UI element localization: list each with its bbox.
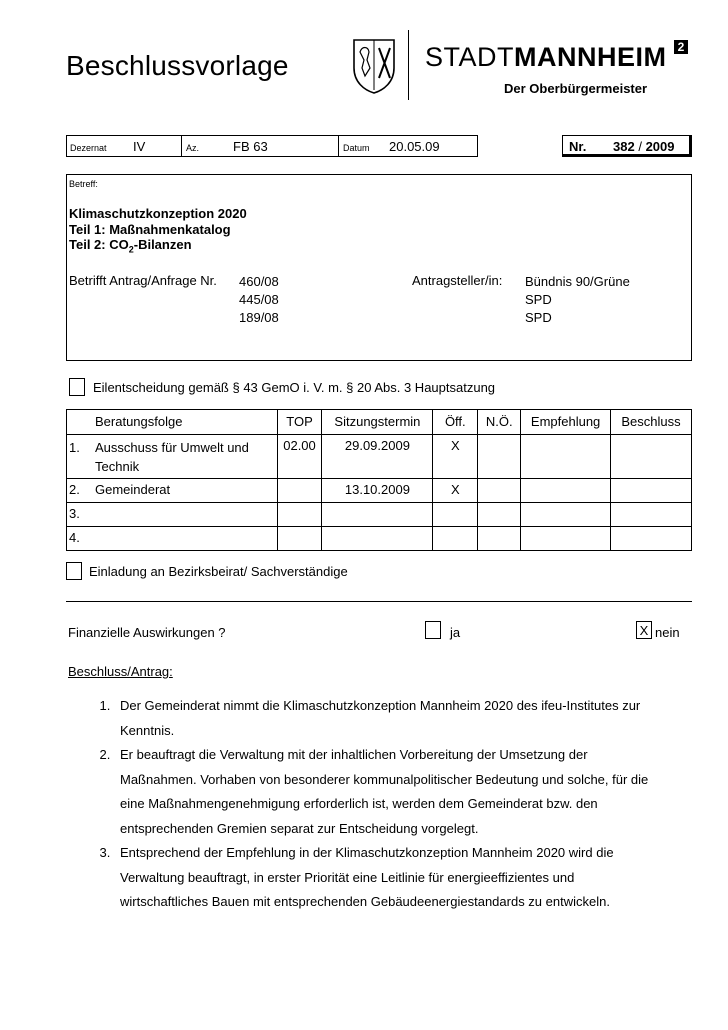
- table-row: [67, 527, 692, 551]
- row-top: 02.00: [277, 435, 322, 479]
- nr-value: 382 / 2009: [613, 139, 675, 154]
- header-sitzungstermin: Sitzungstermin: [322, 410, 433, 435]
- antragsteller: SPD: [525, 310, 552, 325]
- az-label: Az.: [186, 143, 200, 153]
- az-value: FB 63: [233, 139, 268, 154]
- city-name: STADTMANNHEIM: [425, 42, 667, 72]
- datum-label: Datum: [343, 143, 370, 153]
- list-item: 3. Entsprechend der Empfehlung in der Klimaschutzkonzeption Mannheim 2020 wird die Verwaltung beauftragt, in erster Priorität eine Leitlinie für energieeffizientes und wirtschaftliches Bauen mit entsprechenden Gebäudeenergiestandards zu entwickeln.: [114, 841, 666, 915]
- datum-value: 20.05.09: [389, 139, 440, 154]
- az-cell: [181, 135, 339, 157]
- row-name: 3.: [67, 503, 278, 527]
- eilentscheidung-label: Eilentscheidung gemäß § 43 GemO i. V. m. § 20 Abs. 3 Hauptsatzung: [93, 380, 496, 395]
- antrag-numbers: [239, 273, 279, 327]
- datum-cell: [338, 135, 478, 157]
- row-termin: 29.09.2009: [322, 435, 433, 479]
- page-title: Beschlussvorlage: [66, 50, 289, 81]
- antragsteller-label: Antragsteller/in:: [412, 273, 503, 288]
- mayor-label: Der Oberbürgermeister: [504, 81, 648, 96]
- header-beschluss: Beschluss: [611, 410, 692, 435]
- header-empfehlung: Empfehlung: [521, 410, 611, 435]
- eilentscheidung-checkbox[interactable]: [69, 378, 85, 396]
- betreff-line-3: Teil 2: $CO_2$-Bilanzen: [69, 237, 192, 255]
- nr-cell: [562, 135, 692, 157]
- row-termin: 13.10.2009: [322, 479, 433, 503]
- antrag-nr: 445/08: [239, 292, 279, 307]
- city-badge: 2: [674, 40, 688, 54]
- beschluss-heading: Beschluss/Antrag:: [68, 664, 173, 679]
- table-row: [67, 435, 692, 479]
- row-oeff: X: [433, 435, 478, 479]
- betreff-line-2: Teil 1: Maßnahmenkatalog: [69, 221, 231, 237]
- finanz-ja-checkbox[interactable]: [425, 621, 441, 639]
- einladung-label: Einladung an Bezirksbeirat/ Sachverständige: [89, 564, 348, 579]
- antragsteller: Bündnis 90/Grüne: [525, 274, 630, 289]
- row-name: 4.: [67, 527, 278, 551]
- betreff-line-1: Klimaschutzkonzeption 2020: [69, 206, 247, 221]
- finanz-nein-label: nein: [655, 625, 680, 640]
- dezernat-cell: [66, 135, 182, 157]
- city-logo: [352, 30, 697, 102]
- row-name: 2. Gemeinderat: [67, 479, 278, 503]
- header-beratungsfolge: Beratungsfolge: [67, 410, 278, 435]
- row-name: 1. Ausschuss für Umwelt und Technik: [67, 435, 278, 479]
- meta-row: [66, 135, 692, 157]
- antrag-label: Betrifft Antrag/Anfrage Nr.: [69, 273, 217, 288]
- table-row: [67, 503, 692, 527]
- dezernat-value: IV: [133, 139, 146, 154]
- betreff-label: Betreff:: [69, 179, 98, 189]
- beschluss-list: [66, 694, 666, 915]
- antragsteller-list: [525, 273, 630, 327]
- antrag-nr: 460/08: [239, 274, 279, 289]
- divider: [66, 601, 692, 602]
- finanz-ja-label: ja: [450, 625, 461, 640]
- betreff-subject: [69, 206, 247, 258]
- nr-label: Nr.: [569, 139, 587, 154]
- list-item: 2. Er beauftragt die Verwaltung mit der inhaltlichen Vorbereitung der Umsetzung der Maßnahmen. Vorhaben von besonderer kommunalpolitischer Bedeutung und solche, für die eine Maßnahmengenehmigung erforderlich ist, werden dem Gemeinderat bzw. den entsprechenden Gremien separat zur Entscheidung vorgelegt.: [114, 743, 666, 841]
- betreff-box: [66, 174, 692, 361]
- beratungsfolge-table: [66, 409, 692, 551]
- row-top: [277, 479, 322, 503]
- header-oeff: Öff.: [433, 410, 478, 435]
- header-noe: N.Ö.: [478, 410, 521, 435]
- antrag-nr: 189/08: [239, 310, 279, 325]
- list-item: 1. Der Gemeinderat nimmt die Klimaschutzkonzeption Mannheim 2020 des ifeu-Institutes zur Kenntnis.: [114, 694, 666, 743]
- einladung-checkbox[interactable]: [66, 562, 82, 580]
- dezernat-label: Dezernat: [70, 143, 107, 153]
- row-oeff: X: [433, 479, 478, 503]
- table-header-row: [67, 410, 692, 435]
- finanz-label: Finanzielle Auswirkungen ?: [68, 625, 226, 640]
- header-top: TOP: [277, 410, 322, 435]
- coat-of-arms-icon: [352, 38, 396, 94]
- finanz-nein-checkbox[interactable]: X: [636, 621, 652, 639]
- antragsteller: SPD: [525, 292, 552, 307]
- table-row: [67, 479, 692, 503]
